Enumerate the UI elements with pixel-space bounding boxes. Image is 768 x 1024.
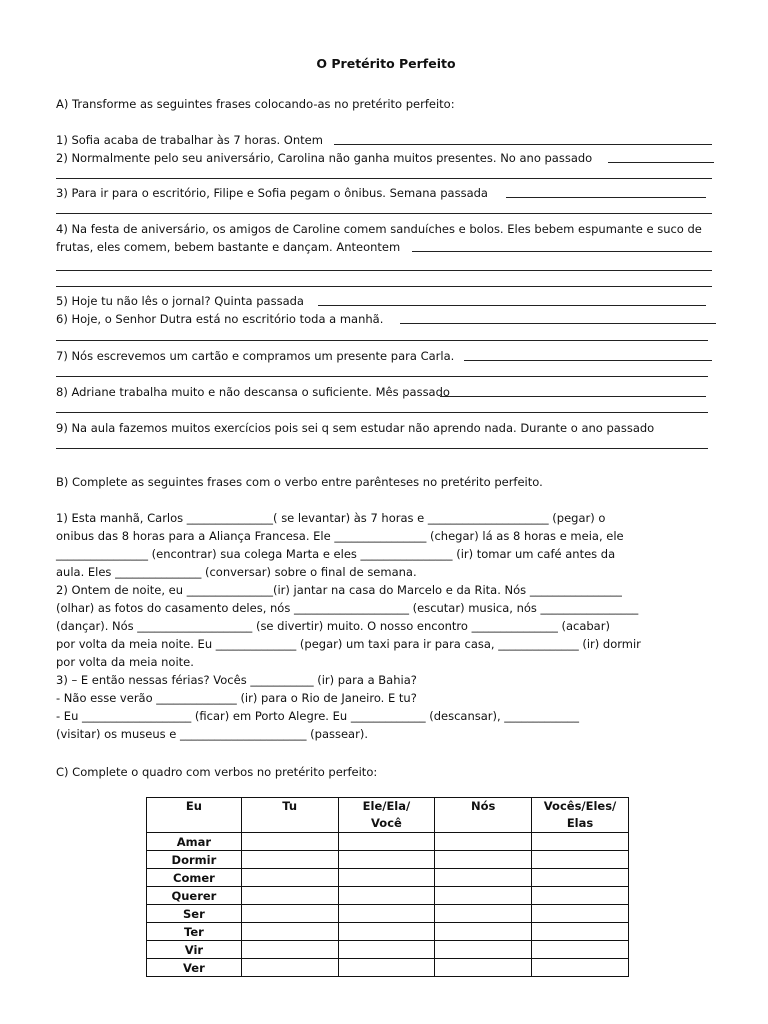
table-row: [147, 869, 629, 887]
answer-cell[interactable]: [241, 959, 338, 977]
section-b-heading: B) Complete as seguintes frases com o verbo entre parênteses no pretérito perfeito.: [56, 475, 543, 489]
verb-cell: Ser: [147, 905, 242, 923]
answer-cell[interactable]: [338, 923, 435, 941]
item-a-4: 4) Na festa de aniversário, os amigos de Caroline comem sanduíches e bolos. Eles bebem espumante e suco de: [56, 222, 702, 236]
table-row: [147, 887, 629, 905]
verb-cell: Ter: [147, 923, 242, 941]
section-b-line: onibus das 8 horas para a Aliança Francesa. Ele ________________ (chegar) lá as 8 horas e meia, ele: [56, 529, 624, 543]
answer-cell[interactable]: [338, 869, 435, 887]
verb-cell: Amar: [147, 833, 242, 851]
col-header-nos: Nós: [435, 798, 532, 833]
section-a-heading: A) Transforme as seguintes frases colocando-as no pretérito perfeito:: [56, 97, 455, 111]
answer-cell[interactable]: [435, 869, 532, 887]
item-a-7: 7) Nós escrevemos um cartão e compramos um presente para Carla.: [56, 349, 455, 363]
answer-cell[interactable]: [532, 941, 629, 959]
col-header-voces: Vocês/Eles/ Elas: [532, 798, 629, 833]
answer-line[interactable]: [56, 376, 708, 377]
answer-line[interactable]: [440, 396, 706, 397]
page-title: O Pretérito Perfeito: [316, 56, 456, 71]
section-b-line: - Eu ___________________ (ficar) em Porto Alegre. Eu _____________ (descansar), _____________: [56, 709, 580, 723]
answer-cell[interactable]: [338, 851, 435, 869]
verb-cell: Querer: [147, 887, 242, 905]
verb-cell: Dormir: [147, 851, 242, 869]
answer-line[interactable]: [56, 286, 712, 287]
section-b-line: (dançar). Nós ____________________ (se divertir) muito. O nosso encontro _______________ (acabar): [56, 619, 610, 633]
verb-cell: Comer: [147, 869, 242, 887]
section-b-line: (visitar) os museus e ______________________ (passear).: [56, 727, 368, 741]
col-header-eu: Eu: [147, 798, 242, 833]
table-row: [147, 959, 629, 977]
table-header-row: [147, 798, 629, 833]
verb-cell: Ver: [147, 959, 242, 977]
answer-cell[interactable]: [435, 851, 532, 869]
answer-cell[interactable]: [435, 887, 532, 905]
answer-cell[interactable]: [435, 923, 532, 941]
answer-cell[interactable]: [241, 851, 338, 869]
answer-cell[interactable]: [241, 869, 338, 887]
item-a-6: 6) Hoje, o Senhor Dutra está no escritório toda a manhã.: [56, 312, 384, 326]
section-b-line: 1) Esta manhã, Carlos _______________( se levantar) às 7 horas e _____________________ (pegar) o: [56, 511, 606, 525]
table-row: [147, 905, 629, 923]
answer-cell[interactable]: [532, 833, 629, 851]
answer-line[interactable]: [56, 178, 712, 179]
answer-cell[interactable]: [532, 923, 629, 941]
item-a-5: 5) Hoje tu não lês o jornal? Quinta passada: [56, 294, 304, 308]
section-b-line: ________________ (encontrar) sua colega Marta e eles ________________ (ir) tomar um café antes da: [56, 547, 616, 561]
section-b-line: - Não esse verão ______________ (ir) para o Rio de Janeiro. E tu?: [56, 691, 417, 705]
table-row: [147, 923, 629, 941]
answer-line[interactable]: [400, 323, 716, 324]
col-header-tu: Tu: [241, 798, 338, 833]
item-a-2: 2) Normalmente pelo seu aniversário, Carolina não ganha muitos presentes. No ano passado: [56, 151, 593, 165]
item-a-8: 8) Adriane trabalha muito e não descansa o suficiente. Mês passado: [56, 385, 450, 399]
answer-cell[interactable]: [435, 959, 532, 977]
answer-line[interactable]: [56, 270, 712, 271]
answer-line[interactable]: [506, 197, 706, 198]
answer-cell[interactable]: [532, 851, 629, 869]
answer-cell[interactable]: [338, 941, 435, 959]
answer-cell[interactable]: [532, 905, 629, 923]
answer-line[interactable]: [334, 144, 712, 145]
answer-line[interactable]: [56, 448, 708, 449]
answer-line[interactable]: [464, 360, 712, 361]
answer-cell[interactable]: [241, 905, 338, 923]
table-row: [147, 941, 629, 959]
col-header-ele: Ele/Ela/ Você: [338, 798, 435, 833]
item-a-4-cont: frutas, eles comem, bebem bastante e dançam. Anteontem: [56, 240, 401, 254]
section-b-line: por volta da meia noite. Eu ______________ (pegar) um taxi para ir para casa, ______________ (ir) dormir: [56, 637, 641, 651]
answer-cell[interactable]: [241, 887, 338, 905]
table-row: [147, 833, 629, 851]
answer-cell[interactable]: [338, 959, 435, 977]
answer-cell[interactable]: [241, 941, 338, 959]
answer-line[interactable]: [412, 251, 712, 252]
answer-cell[interactable]: [532, 887, 629, 905]
item-a-1: 1) Sofia acaba de trabalhar às 7 horas. Ontem: [56, 133, 323, 147]
answer-cell[interactable]: [532, 959, 629, 977]
section-b-line: 3) – E então nessas férias? Vocês ___________ (ir) para a Bahia?: [56, 673, 417, 687]
item-a-9: 9) Na aula fazemos muitos exercícios pois sei q sem estudar não aprendo nada. Durante o ano passado: [56, 421, 655, 435]
answer-cell[interactable]: [532, 869, 629, 887]
section-b-line: 2) Ontem de noite, eu _______________(ir) jantar na casa do Marcelo e da Rita. Nós ________________: [56, 583, 622, 597]
answer-cell[interactable]: [241, 833, 338, 851]
conjugation-table: [146, 797, 629, 977]
answer-cell[interactable]: [435, 941, 532, 959]
answer-cell[interactable]: [241, 923, 338, 941]
section-b-line: (olhar) as fotos do casamento deles, nós ____________________ (escutar) musica, nós _________________: [56, 601, 639, 615]
answer-cell[interactable]: [338, 887, 435, 905]
answer-cell[interactable]: [338, 905, 435, 923]
answer-cell[interactable]: [338, 833, 435, 851]
answer-line[interactable]: [56, 412, 708, 413]
verb-cell: Vir: [147, 941, 242, 959]
section-c-heading: C) Complete o quadro com verbos no pretérito perfeito:: [56, 765, 378, 779]
section-b-line: por volta da meia noite.: [56, 655, 194, 669]
answer-line[interactable]: [608, 162, 714, 163]
answer-line[interactable]: [56, 340, 708, 341]
item-a-3: 3) Para ir para o escritório, Filipe e Sofia pegam o ônibus. Semana passada: [56, 186, 488, 200]
section-b-line: aula. Eles _______________ (conversar) sobre o final de semana.: [56, 565, 417, 579]
answer-line[interactable]: [318, 305, 706, 306]
answer-cell[interactable]: [435, 905, 532, 923]
table-row: [147, 851, 629, 869]
answer-line[interactable]: [56, 213, 712, 214]
answer-cell[interactable]: [435, 833, 532, 851]
